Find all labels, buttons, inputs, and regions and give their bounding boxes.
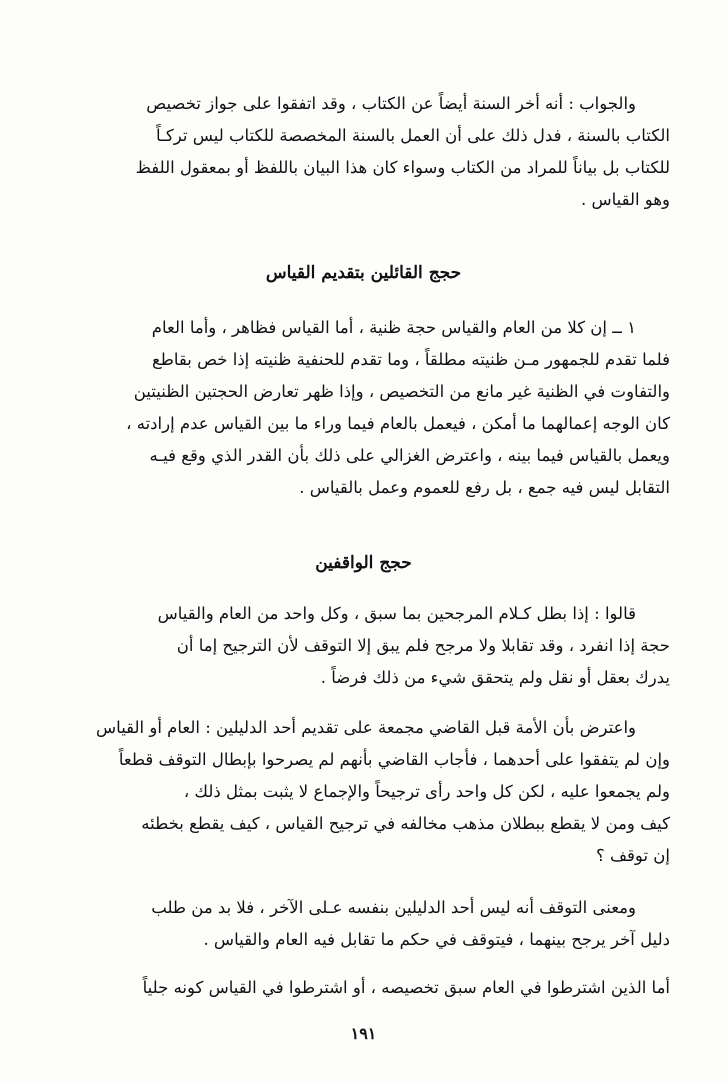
text-line: ويعمل بالقياس فيما بينه ، واعترض الغزالي على ذلك بأن القدر الذي وقع فيـه (149, 446, 670, 465)
text-line: فلما تقدم للجمهور مـن ظنيته مطلقاً ، وما تقدم للحنفية ظنيته إذا خص بقاطع (151, 350, 670, 369)
text-line: كان الوجه إعمالهما ما أمكن ، فيعمل بالعام فيما وراء ما بين القياس عدم إرادته ، (126, 414, 670, 433)
text-line: إن توقف ؟ (595, 846, 670, 865)
paragraph-answer (72, 88, 670, 216)
page-number: ١٩١ (350, 1024, 377, 1043)
paragraph-objection (72, 712, 670, 872)
paragraph-conditions (72, 972, 670, 1004)
paragraph-meaning-tawaqquf (72, 892, 670, 956)
paragraph-arguments-qiyas (72, 312, 670, 504)
text-line: حجة إذا انفرد ، وقد تقابلا ولا مرجح فلم يبق إلا التوقف لأن الترجيح إما أن (176, 636, 670, 655)
text-line: والجواب : أنه أخر السنة أيضاً عن الكتاب ، وقد اتفقوا على جواز تخصيص (146, 94, 636, 113)
text-line: أما الذين اشترطوا في العام سبق تخصيصه ، أو اشترطوا في القياس كونه جلياً (142, 978, 670, 997)
text-line: التقابل ليس فيه جمع ، بل رفع للعموم وعمل بالقياس . (299, 478, 670, 497)
text-line: ولم يجمعوا عليه ، لكن كل واحد رأى ترجيحاً والإجماع لا يثبت بمثل ذلك ، (183, 782, 670, 801)
section-heading-waqifin: حجج الواقفين (315, 553, 412, 573)
text-line: ١ ــ إن كلا من العام والقياس حجة ظنية ، أما القياس فظاهر ، وأما العام (151, 318, 636, 337)
text-line: وإن لم يتفقوا على أحدهما ، فأجاب القاضي بأنهم لم يصرحوا بإبطال التوقف قطعاً (118, 750, 670, 769)
text-line: والتفاوت في الظنية غير مانع من التخصيص ، وإذا ظهر تعارض الحجتين الظنيتين (133, 382, 670, 401)
text-line: دليل آخر يرجح بينهما ، فيتوقف في حكم ما تقابل فيه العام والقياس . (203, 930, 670, 949)
section-heading-qiyas-first: حجج القائلين بتقديم القياس (265, 263, 462, 283)
text-line: ومعنى التوقف أنه ليس أحد الدليلين بنفسه عـلى الآخر ، فلا بد من طلب (151, 898, 636, 917)
paragraph-waqifin-said (72, 598, 670, 694)
text-line: كيف ومن لا يقطع ببطلان مذهب مخالفه في ترجيح القياس ، كيف يقطع بخطئه (141, 814, 670, 833)
text-line: وهو القياس . (580, 190, 670, 209)
text-line: يدرك بعقل أو نقل ولم يتحقق شيء من ذلك فرضاً . (320, 668, 670, 687)
text-line: واعترض بأن الأمة قبل القاضي مجمعة على تقديم أحد الدليلين : العام أو القياس (96, 718, 636, 737)
text-line: للكتاب بل بياناً للمراد من الكتاب وسواء كان هذا البيان باللفظ أو بمعقول اللفظ (135, 158, 670, 177)
text-line: قالوا : إذا بطل كـلام المرجحين بما سبق ، وكل واحد من العام والقياس (157, 604, 636, 623)
text-line: الكتاب بالسنة ، فدل ذلك على أن العمل بالسنة المخصصة للكتاب ليس تركـاً (156, 126, 670, 145)
